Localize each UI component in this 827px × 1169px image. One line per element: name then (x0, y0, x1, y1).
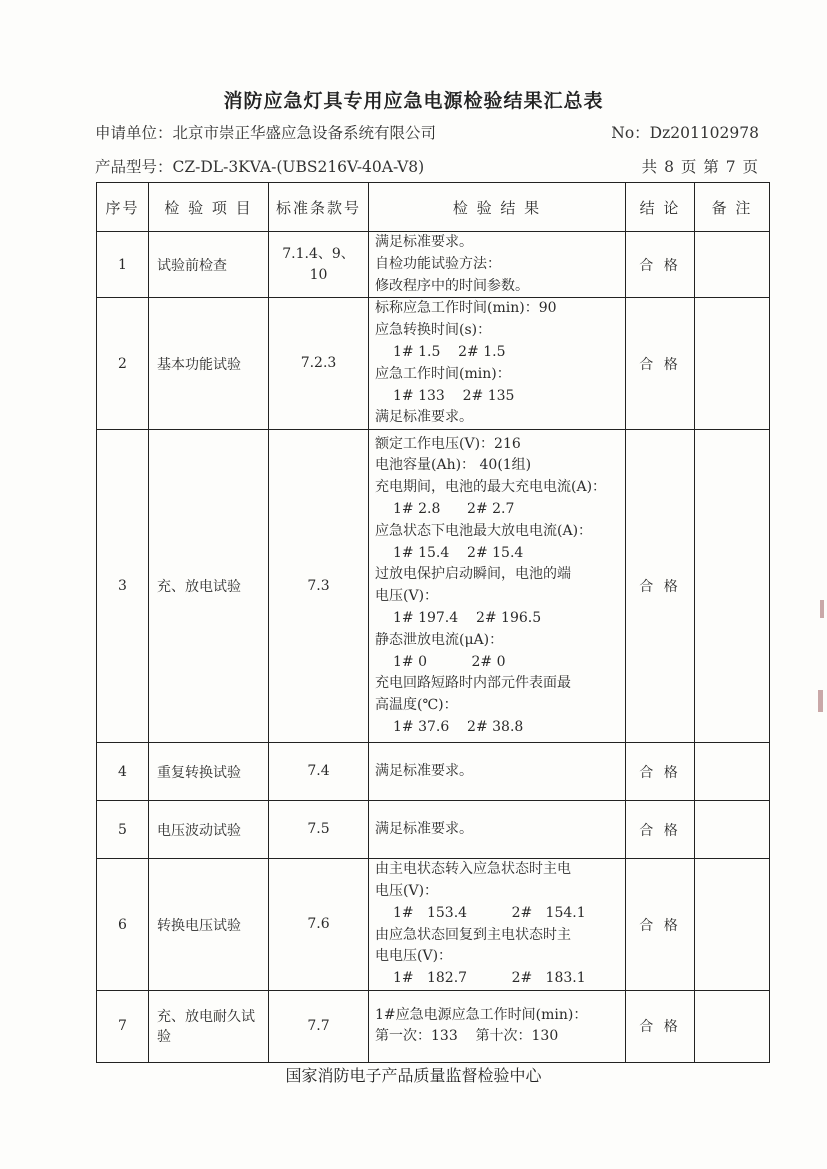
result-line: 1# 197.4 2# 196.5 (393, 609, 542, 626)
result-line: 满足标准要求。 (375, 234, 473, 250)
scan-mark (820, 600, 824, 618)
remark (695, 743, 770, 801)
row-number: 7 (97, 990, 149, 1062)
standard-clause (269, 232, 369, 298)
standard-clause-text: 7.7 (307, 1017, 330, 1034)
test-result (369, 298, 626, 430)
test-item: 重复转换试验 (149, 743, 269, 801)
test-result (369, 430, 626, 743)
result-line: 电压(V)： (375, 588, 439, 605)
result-line: 额定工作电压(V)：216 (375, 435, 521, 452)
result-line: 1# 0 2# 0 (393, 653, 506, 670)
result-line: 1# 1.5 2# 1.5 (393, 343, 506, 360)
issuing-center: 国家消防电子产品质量监督检验中心 (285, 1066, 542, 1085)
conclusion: 合 格 (626, 801, 695, 859)
test-item: 充、放电耐久试验 (149, 990, 269, 1062)
result-line: 充电回路短路时内部元件表面最 (375, 675, 571, 692)
test-result (369, 743, 626, 801)
row-number: 6 (97, 859, 149, 991)
row-number: 5 (97, 801, 149, 859)
standard-clause (269, 801, 369, 859)
result-line: 电压(V)： (375, 882, 439, 899)
result-line: 应急转换时间(s)： (375, 322, 492, 339)
standard-clause (269, 298, 369, 430)
table-row (97, 232, 770, 298)
result-line: 自检功能试验方法： (375, 255, 501, 272)
remark (695, 232, 770, 298)
result-line: 充电期间，电池的最大充电电流(A)： (375, 479, 607, 496)
result-line: 1# 37.6 2# 38.8 (393, 718, 524, 735)
header-no: 序号 (97, 183, 149, 232)
result-line: 1# 153.4 2# 154.1 (393, 904, 586, 921)
product-model: 产品型号：CZ-DL-3KVA-(UBS216V-40A-V8) (95, 158, 425, 176)
remark (695, 859, 770, 991)
result-line: 由应急状态回复到主电状态时主 (375, 926, 571, 943)
standard-clause-text: 7.5 (307, 821, 330, 838)
result-line: 高温度(℃)： (375, 697, 458, 714)
remark (695, 801, 770, 859)
scan-mark (818, 690, 823, 712)
standard-clause-text: 7.6 (307, 916, 330, 933)
conclusion: 合 格 (626, 232, 695, 298)
conclusion: 合 格 (626, 859, 695, 991)
result-line: 1#应急电源应急工作时间(min)： (375, 1006, 588, 1023)
results-table (96, 182, 770, 1063)
result-line: 满足标准要求。 (375, 820, 473, 837)
table-row (97, 801, 770, 859)
applicant-unit: 申请单位：北京市崇正华盛应急设备系统有限公司 (95, 124, 437, 142)
standard-clause-text: 7.1.4、9、10 (282, 245, 355, 283)
test-item: 充、放电试验 (149, 430, 269, 743)
header-item: 检 验 项 目 (149, 183, 269, 232)
standard-clause-text: 7.3 (307, 577, 330, 594)
conclusion: 合 格 (626, 990, 695, 1062)
test-item: 基本功能试验 (149, 298, 269, 430)
result-line: 1# 2.8 2# 2.7 (393, 500, 515, 517)
test-item: 电压波动试验 (149, 801, 269, 859)
result-line: 电电压(V)： (375, 948, 453, 965)
table-row (97, 859, 770, 991)
standard-clause (269, 859, 369, 991)
result-line: 满足标准要求。 (375, 762, 473, 779)
table-row (97, 298, 770, 430)
test-result (369, 801, 626, 859)
table-row (97, 990, 770, 1062)
row-number: 1 (97, 232, 149, 298)
result-line: 应急状态下电池最大放电电流(A)： (375, 522, 593, 539)
test-result (369, 232, 626, 298)
result-line: 修改程序中的时间参数。 (375, 277, 529, 294)
header-conclusion: 结 论 (626, 183, 695, 232)
result-line: 第一次：133 第十次：130 (375, 1028, 559, 1045)
result-line: 1# 133 2# 135 (393, 387, 515, 404)
report-number: No：Dz201102978 (611, 124, 759, 142)
standard-clause-text: 7.2.3 (300, 355, 337, 372)
result-line: 静态泄放电流(μA)： (375, 631, 504, 648)
page-indicator: 共 8 页 第 7 页 (641, 158, 759, 176)
result-line: 1# 182.7 2# 183.1 (393, 970, 586, 987)
conclusion: 合 格 (626, 430, 695, 743)
standard-clause (269, 743, 369, 801)
test-item: 试验前检查 (149, 232, 269, 298)
table-row (97, 743, 770, 801)
standard-clause (269, 990, 369, 1062)
row-number: 3 (97, 430, 149, 743)
table-row (97, 430, 770, 743)
test-result (369, 990, 626, 1062)
document-title: 消防应急灯具专用应急电源检验结果汇总表 (223, 90, 604, 112)
row-number: 4 (97, 743, 149, 801)
result-line: 应急工作时间(min)： (375, 365, 511, 382)
standard-clause-text: 7.4 (307, 763, 330, 780)
row-number: 2 (97, 298, 149, 430)
header-remark: 备 注 (695, 183, 770, 232)
result-line: 满足标准要求。 (375, 409, 473, 426)
result-line: 1# 15.4 2# 15.4 (393, 544, 524, 561)
remark (695, 430, 770, 743)
standard-clause (269, 430, 369, 743)
conclusion: 合 格 (626, 743, 695, 801)
result-line: 过放电保护启动瞬间，电池的端 (375, 566, 571, 583)
header-standard: 标准条款号 (269, 183, 369, 232)
result-line: 标称应急工作时间(min)：90 (375, 300, 557, 317)
conclusion: 合 格 (626, 298, 695, 430)
header-result: 检 验 结 果 (369, 183, 626, 232)
table-header-row (97, 183, 770, 232)
test-result (369, 859, 626, 991)
table-body (97, 232, 770, 1063)
remark (695, 298, 770, 430)
remark (695, 990, 770, 1062)
result-line: 电池容量(Ah)： 40(1组) (375, 457, 532, 474)
test-item: 转换电压试验 (149, 859, 269, 991)
result-line: 由主电状态转入应急状态时主电 (375, 861, 571, 878)
